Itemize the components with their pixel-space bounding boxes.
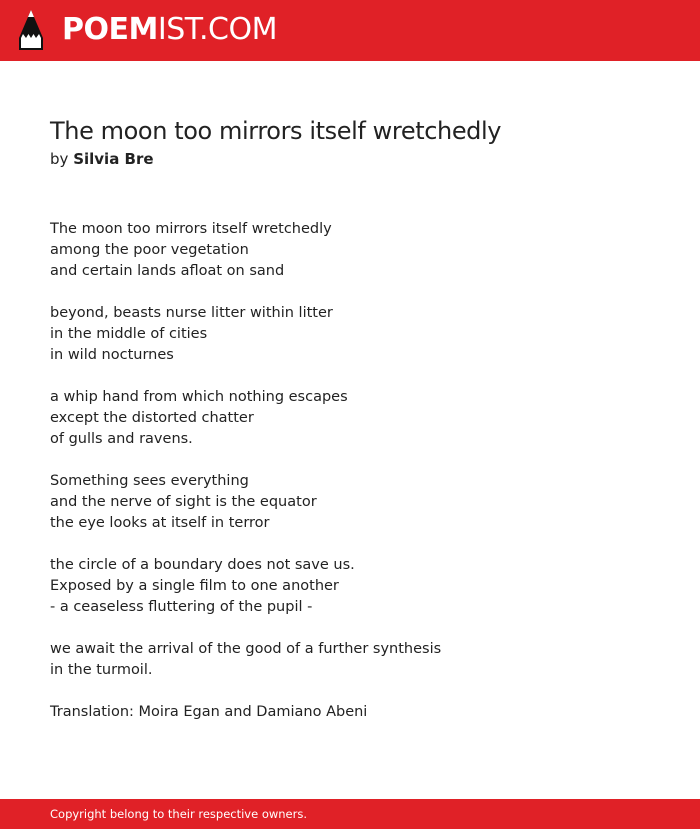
site-header <box>0 0 700 61</box>
poem-line: Exposed by a single film to one another <box>50 578 339 594</box>
stanza <box>50 555 650 618</box>
poem-line: and certain lands afloat on sand <box>50 263 285 279</box>
poem-line: a whip hand from which nothing escapes <box>50 389 348 405</box>
poem-line: - a ceaseless fluttering of the pupil - <box>50 599 313 615</box>
pencil-icon[interactable] <box>18 9 44 51</box>
by-label: by <box>50 150 69 168</box>
stanza <box>50 471 650 534</box>
poem-line: we await the arrival of the good of a further synthesis <box>50 641 442 657</box>
stanza <box>50 387 650 450</box>
site-logo[interactable] <box>62 13 277 47</box>
poem-line: the eye looks at itself in terror <box>50 515 270 531</box>
copyright-notice: Copyright belong to their respective owners. <box>50 807 308 821</box>
author-name: Silvia Bre <box>73 150 154 168</box>
poem-line: and the nerve of sight is the equator <box>50 494 317 510</box>
poem-line: beyond, beasts nurse litter within litter <box>50 305 333 321</box>
stanza <box>50 303 650 366</box>
poem-line: Something sees everything <box>50 473 249 489</box>
poem-line: The moon too mirrors itself wretchedly <box>50 221 332 237</box>
poem-body <box>50 219 650 723</box>
poem-line: in wild nocturnes <box>50 347 174 363</box>
poem-title: The moon too mirrors itself wretchedly <box>50 117 502 145</box>
stanza <box>50 639 650 681</box>
stanza <box>50 219 650 282</box>
byline <box>50 148 154 170</box>
logo-text-bold: POEM <box>62 12 158 47</box>
poem-line: in the middle of cities <box>50 326 208 342</box>
translation-credit: Translation: Moira Egan and Damiano Abeni <box>50 704 368 720</box>
poem-line: in the turmoil. <box>50 662 153 678</box>
poem-line: of gulls and ravens. <box>50 431 193 447</box>
poem-line: among the poor vegetation <box>50 242 249 258</box>
poem-line: the circle of a boundary does not save us. <box>50 557 355 573</box>
site-footer <box>0 799 700 829</box>
poem-line: except the distorted chatter <box>50 410 254 426</box>
logo-text-light: IST.COM <box>157 12 277 47</box>
